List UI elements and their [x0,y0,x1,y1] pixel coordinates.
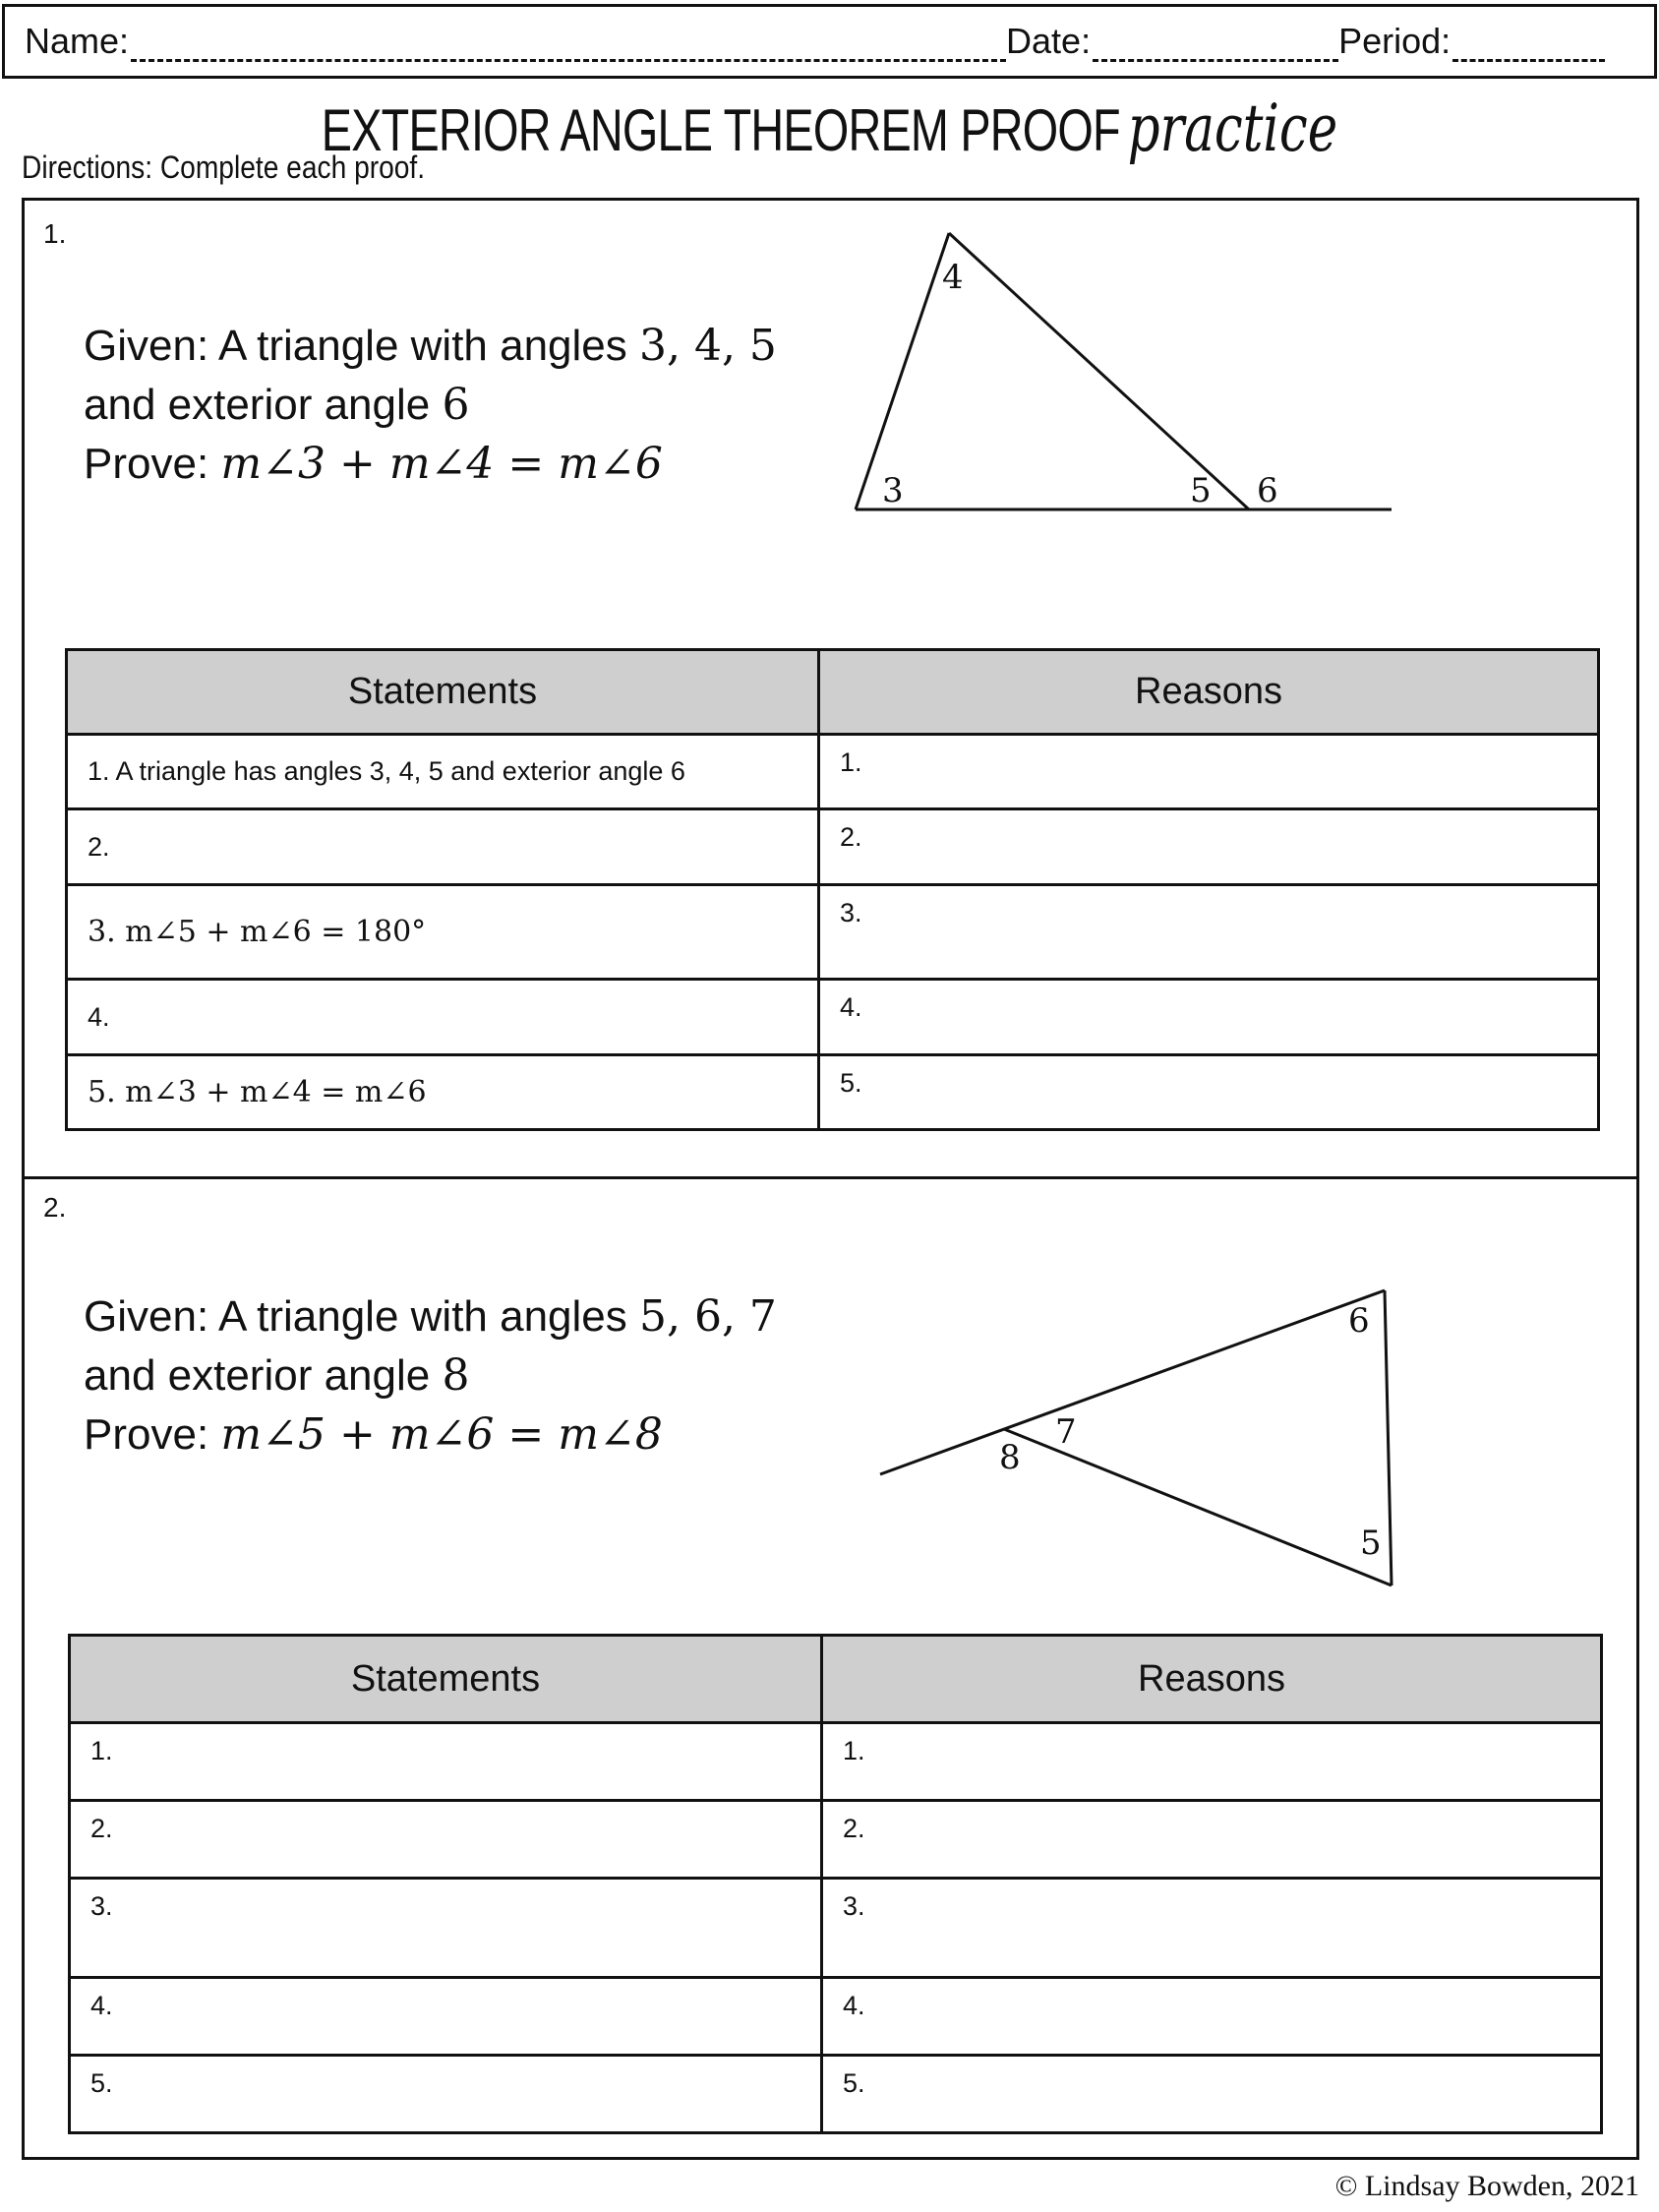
table-row [70,1723,1602,1801]
angle-label-5: 5 [1360,1524,1382,1563]
angle-label-5: 5 [1190,471,1212,510]
statement-text: 2. [88,831,110,862]
table-row [67,980,1599,1055]
prove-label: Prove: [84,440,221,488]
reason-text: 1. [843,1736,865,1765]
reason-text: 2. [840,822,862,852]
problem-2-triangle-diagram [865,1279,1416,1603]
reason-text: 2. [843,1814,865,1843]
reason-cell[interactable] [822,1801,1602,1879]
statement-cell[interactable] [70,1723,822,1801]
period-blank[interactable] [1452,32,1605,62]
table-row [67,885,1599,980]
reason-cell[interactable] [819,980,1599,1055]
period-field[interactable] [1338,21,1605,62]
given-line-2 [84,376,777,435]
angle-label-4: 4 [942,258,964,297]
reason-text: 3. [840,898,862,927]
title-main: EXTERIOR ANGLE THEOREM PROOF [321,97,1120,163]
table-header-row [70,1636,1602,1723]
statement-cell[interactable] [70,1978,822,2056]
statement-text: 1. A triangle has angles 3, 4, 5 and exterior angle 6 [88,756,685,786]
prove-line [84,435,777,494]
statement-cell[interactable] [67,809,819,885]
problem-1-given [84,317,777,494]
prove-expression: m∠5 + m∠6 = m∠8 [220,1409,663,1460]
table-row [67,1055,1599,1130]
reason-text: 5. [843,2068,865,2098]
reasons-header: Reasons [819,650,1599,735]
given-line-1 [84,317,777,376]
problem-divider [22,1176,1639,1179]
given-exterior-angle: 8 [442,1350,470,1401]
table-row [70,1978,1602,2056]
given-text: Given: A triangle with angles [84,1292,639,1341]
problem-2-number: 2. [43,1192,67,1223]
problem-1-proof-table [65,648,1600,1131]
reason-cell[interactable] [822,1978,1602,2056]
reason-cell[interactable] [819,735,1599,809]
problem-2-proof-table [68,1634,1603,2134]
given-line-2 [84,1346,777,1405]
reason-cell[interactable] [819,1055,1599,1130]
reasons-header: Reasons [822,1636,1602,1723]
title-script: practice [1127,90,1338,166]
date-field[interactable] [1006,21,1338,62]
reason-text: 3. [843,1891,865,1921]
table-row [70,2056,1602,2133]
prove-expression: m∠3 + m∠4 = m∠6 [220,439,663,489]
given-angles: 5, 6, 7 [639,1291,777,1342]
copyright-notice: © Lindsay Bowden, 2021 [1334,2170,1639,2202]
given-text: and exterior angle [84,381,443,429]
angle-label-6: 6 [1257,471,1278,510]
angle-label-7: 7 [1055,1412,1077,1452]
period-label: Period: [1338,21,1452,61]
date-label: Date: [1006,21,1092,61]
angle-label-8: 8 [999,1438,1021,1477]
statement-text: 4. [90,1991,113,2020]
prove-line [84,1405,777,1465]
statements-header: Statements [70,1636,822,1723]
name-field[interactable] [25,21,1006,62]
name-blank[interactable] [131,32,1006,62]
date-blank[interactable] [1093,32,1338,62]
problem-1-triangle-diagram [846,221,1406,526]
statement-cell[interactable] [70,1801,822,1879]
table-row [70,1801,1602,1879]
statement-text: 3. [90,1891,113,1921]
given-angles: 3, 4, 5 [639,321,777,371]
given-exterior-angle: 6 [442,380,470,430]
given-line-1 [84,1287,777,1346]
statement-text: 4. [88,1001,110,1032]
statement-text: 2. [90,1814,113,1843]
table-row [67,735,1599,809]
angle-label-6: 6 [1348,1301,1370,1341]
statement-cell[interactable] [67,735,819,809]
statements-header: Statements [67,650,819,735]
statement-text: 1. [90,1736,113,1765]
reason-cell[interactable] [822,1879,1602,1978]
reason-cell[interactable] [822,2056,1602,2133]
statement-text: 3. m∠5 + m∠6 = 180° [88,915,427,949]
reason-cell[interactable] [819,885,1599,980]
reason-cell[interactable] [822,1723,1602,1801]
directions: Directions: Complete each proof. [22,149,426,185]
reason-text: 4. [843,1991,865,2020]
problem-2-given [84,1287,777,1465]
name-label: Name: [25,21,130,61]
statement-cell[interactable] [67,980,819,1055]
prove-label: Prove: [84,1410,221,1459]
angle-label-3: 3 [882,471,904,510]
student-info-bar [2,4,1657,79]
table-row [70,1879,1602,1978]
statement-cell[interactable] [70,2056,822,2133]
reason-cell[interactable] [819,809,1599,885]
reason-text: 1. [840,747,862,777]
given-text: Given: A triangle with angles [84,322,639,370]
statement-text: 5. [90,2068,113,2098]
reason-text: 5. [840,1068,862,1098]
statement-cell[interactable] [70,1879,822,1978]
problem-1-number: 1. [43,218,67,249]
reason-text: 4. [840,992,862,1022]
statement-text: 5. m∠3 + m∠4 = m∠6 [88,1075,427,1109]
table-header-row [67,650,1599,735]
given-text: and exterior angle [84,1351,443,1400]
table-row [67,809,1599,885]
statement-cell[interactable] [67,885,819,980]
statement-cell[interactable] [67,1055,819,1130]
